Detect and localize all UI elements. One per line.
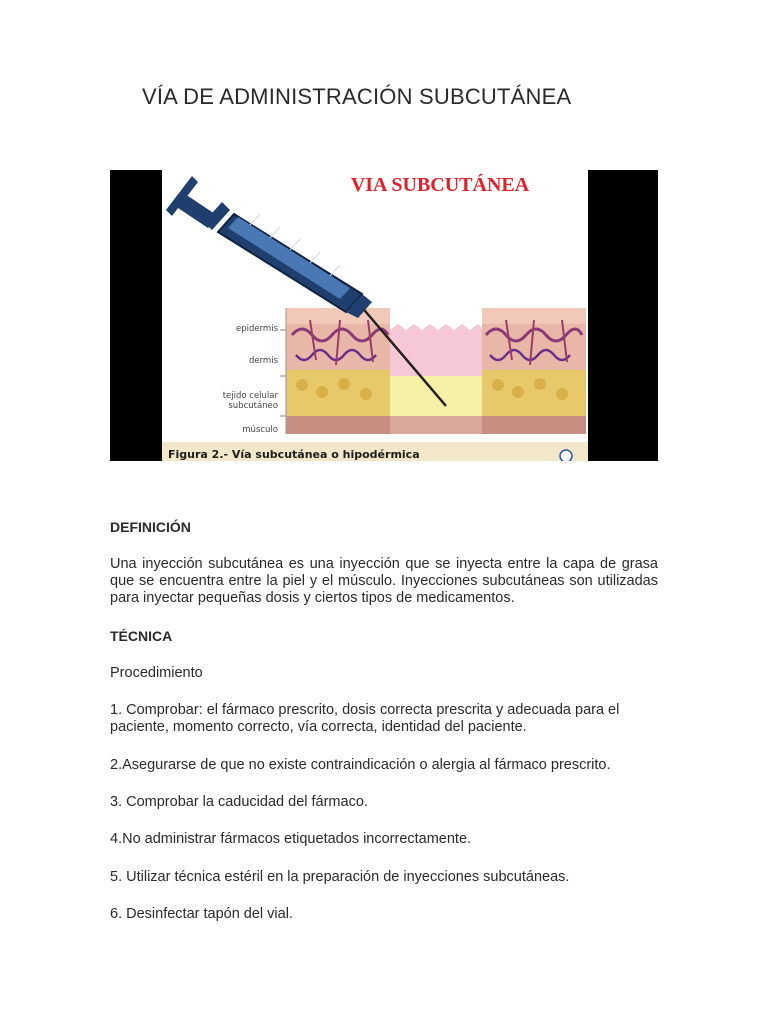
step-4: 4.No administrar fármacos etiquetados incorrectamente.	[110, 831, 472, 847]
label-dermis: dermis	[248, 356, 278, 366]
definicion-text: Una inyección subcutánea es una inyección que se inyecta entre la capa de grasa que se encuentra entre la piel y el músculo. Inyecciones subcutáneas son utilizadas para inyectar pequeñas dosis y ciertos tipos de medicamentos.	[110, 556, 658, 606]
tecnica-heading: TÉCNICA	[110, 628, 173, 644]
step-2: 2.Asegurarse de que no existe contraindicación o alergia al fármaco prescrito.	[110, 757, 611, 773]
label-subcutaneo: subcutáneo	[228, 401, 278, 411]
page-title: VÍA DE ADMINISTRACIÓN SUBCUTÁNEA	[142, 84, 572, 109]
figure-illustration	[110, 170, 658, 461]
label-tejido-celular: tejido celular	[222, 391, 278, 401]
definicion-heading: DEFINICIÓN	[110, 519, 191, 535]
step-3: 3. Comprobar la caducidad del fármaco.	[110, 794, 368, 810]
figure-heading: VIA SUBCUTÁNEA	[350, 174, 530, 196]
subcutaneous-injection-figure	[110, 170, 658, 461]
procedimiento-label: Procedimiento	[110, 665, 203, 681]
step-1: 1. Comprobar: el fármaco prescrito, dosis correcta prescrita y adecuada para el paciente, momento correcto, vía correcta, identidad del paciente.	[110, 702, 620, 735]
label-musculo: músculo	[242, 425, 278, 435]
publisher-logo-icon	[560, 450, 572, 461]
label-epidermis: epidermis	[235, 324, 278, 334]
figure-caption: Figura 2.- Vía subcutánea o hipodérmica	[168, 448, 420, 461]
step-5: 5. Utilizar técnica estéril en la preparación de inyecciones subcutáneas.	[110, 869, 570, 885]
step-6: 6. Desinfectar tapón del vial.	[110, 906, 293, 922]
